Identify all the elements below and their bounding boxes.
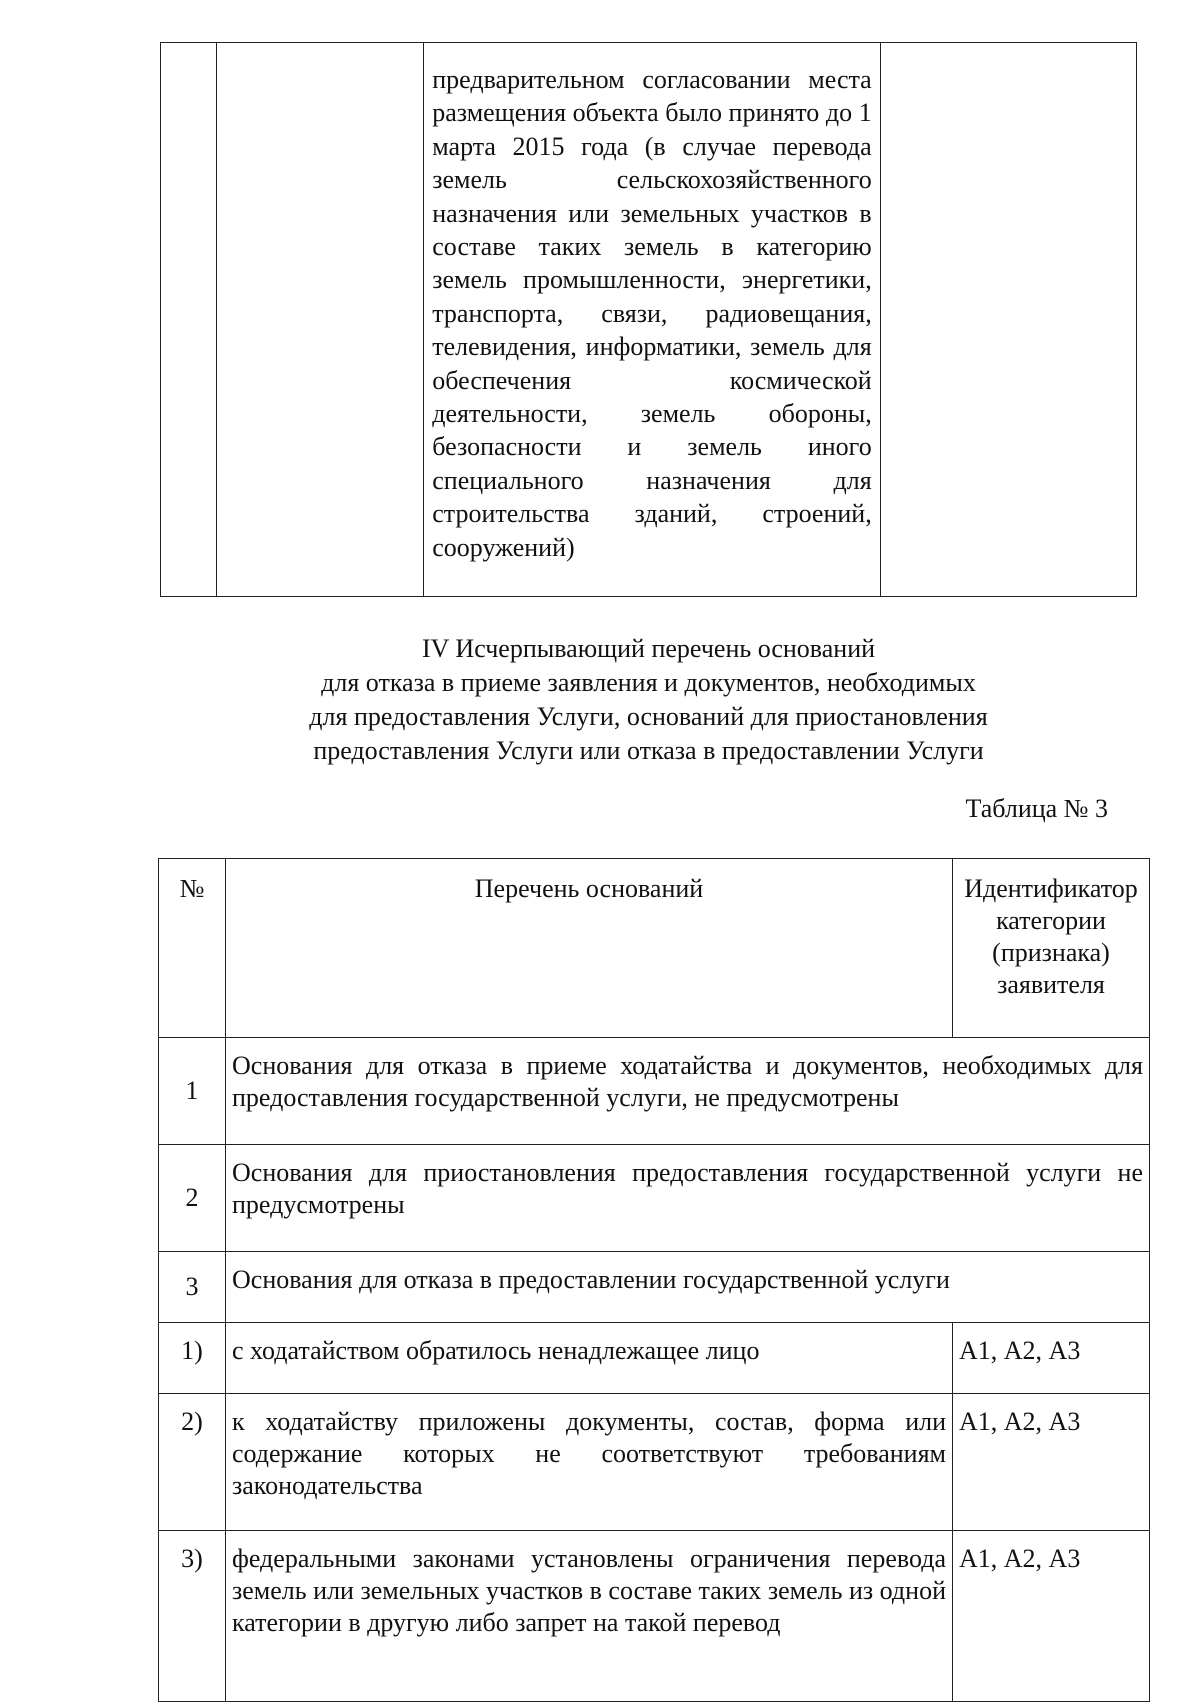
continuation-cell <box>424 43 880 597</box>
row-number: 1) <box>159 1323 226 1394</box>
table-row <box>159 1252 1150 1323</box>
reasons-table <box>158 858 1150 1702</box>
row-number: 2) <box>159 1394 226 1531</box>
row-text: Основания для отказа в приеме ходатайства и документов, необходимых для предоставления государственной услуги, не предусмотрены <box>226 1038 1150 1145</box>
row-number: 1 <box>159 1038 226 1145</box>
continuation-table <box>160 42 1137 597</box>
empty-cell <box>880 43 1136 597</box>
heading-line: для отказа в приеме заявления и документов, необходимых <box>321 668 976 697</box>
row-text: с ходатайством обратилось ненадлежащее лицо <box>226 1323 953 1394</box>
row-text: федеральными законами установлены ограничения перевода земель или земельных участков в составе таких земель из одной категории в другую либо запрет на такой перевод <box>226 1531 953 1702</box>
row-category: А1, А2, А3 <box>953 1394 1150 1531</box>
heading-line: предоставления Услуги или отказа в предоставлении Услуги <box>313 736 984 765</box>
row-text: к ходатайству приложены документы, состав, форма или содержание которых не соответствуют требованиям законодательства <box>226 1394 953 1531</box>
row-text: Основания для приостановления предоставления государственной услуги не предусмотрены <box>226 1145 1150 1252</box>
table-row <box>159 1531 1150 1702</box>
table-row <box>159 1394 1150 1531</box>
row-category: А1, А2, А3 <box>953 1531 1150 1702</box>
table-row <box>159 1038 1150 1145</box>
table-row <box>161 43 1137 597</box>
row-number: 2 <box>159 1145 226 1252</box>
table-row <box>159 1323 1150 1394</box>
heading-line: IV Исчерпывающий перечень оснований <box>421 634 876 663</box>
continuation-text: предварительном согласовании места размещения объекта было принято до 1 марта 2015 года (в случае перевода земель сельскохозяйственного назначения или земельных участков в составе таких земель в категорию земель промышленности, энергетики, транспорта, связи, радиовещания, телевидения, информатики, земель для обеспечения космической деятельности, земель обороны, безопасности и земель иного специального назначения для строительства зданий, строений, сооружений) <box>432 65 872 562</box>
row-number: 3) <box>159 1531 226 1702</box>
header-num: № <box>159 859 226 1038</box>
header-category: Идентификатор категории (признака) заявителя <box>953 859 1150 1038</box>
empty-cell <box>217 43 424 597</box>
table-row <box>159 1145 1150 1252</box>
header-reasons: Перечень оснований <box>226 859 953 1038</box>
row-number: 3 <box>159 1252 226 1323</box>
table-label: Таблица № 3 <box>965 794 1108 823</box>
empty-cell <box>161 43 217 597</box>
heading-line: для предоставления Услуги, оснований для приостановления <box>309 702 988 731</box>
row-category: А1, А2, А3 <box>953 1323 1150 1394</box>
section-heading <box>160 632 1137 768</box>
row-text: Основания для отказа в предоставлении государственной услуги <box>226 1252 1150 1323</box>
table-header-row <box>159 859 1150 1038</box>
